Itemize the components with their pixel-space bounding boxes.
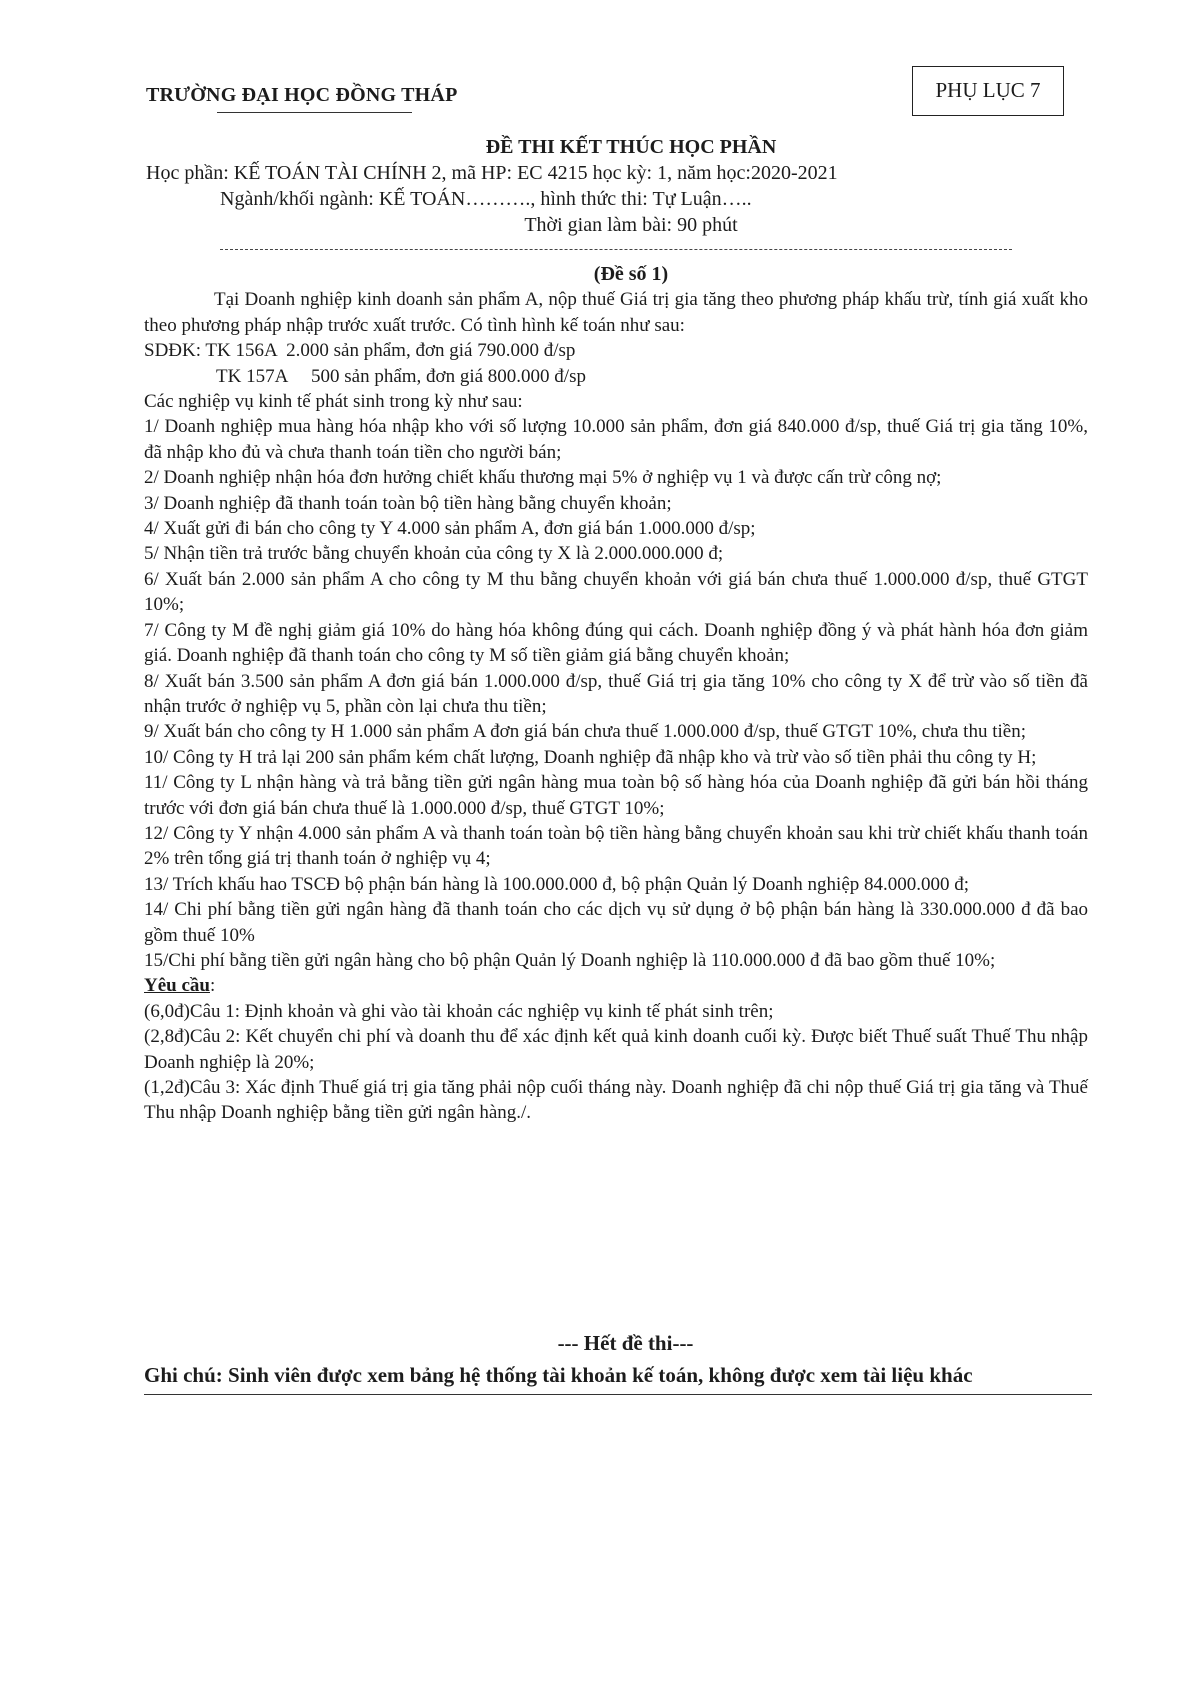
transaction-item: 10/ Công ty H trả lại 200 sản phẩm kém chất lượng, Doanh nghiệp đã nhập kho và trừ vào số tiền phải thu công ty H; [144,746,1037,768]
transaction-item: 4/ Xuất gửi đi bán cho công ty Y 4.000 sản phẩm A, đơn giá bán 1.000.000 đ/sp; [144,518,756,540]
requirements-label: Yêu cầu [144,975,210,997]
requirement-item: (6,0đ)Câu 1: Định khoản và ghi vào tài khoản các nghiệp vụ kinh tế phát sinh trên; [144,1000,774,1022]
transaction-item: 12/ Công ty Y nhận 4.000 sản phẩm A và thanh toán toàn bộ tiền hàng bằng chuyển khoản sau khi trừ chiết khấu thanh toán 2% trên tổng giá trị thanh toán ở nghiệp vụ 4; [144,822,1088,870]
end-of-exam: --- Hết đề thi--- [557,1331,694,1355]
transaction-item: 3/ Doanh nghiệp đã thanh toán toàn bộ tiền hàng bằng chuyển khoản; [144,492,672,514]
transaction-item: 13/ Trích khấu hao TSCĐ bộ phận bán hàng là 100.000.000 đ, bộ phận Quản lý Doanh nghiệp 84.000.000 đ; [144,873,970,895]
school-name: TRƯỜNG ĐẠI HỌC ĐỒNG THÁP [146,84,458,106]
transaction-item: 2/ Doanh nghiệp nhận hóa đơn hưởng chiết khấu thương mại 5% ở nghiệp vụ 1 và được cấn trừ công nợ; [144,467,942,489]
transaction-item: 5/ Nhận tiền trả trước bằng chuyển khoản của công ty X là 2.000.000.000 đ; [144,543,724,565]
footer-note: Ghi chú: Sinh viên được xem bảng hệ thống tài khoản kế toán, không được xem tài liệu khác [144,1360,1092,1395]
requirements-colon: : [209,975,216,997]
opening-balance-156: SDĐK: TK 156A 2.000 sản phẩm, đơn giá 790.000 đ/sp [144,340,576,362]
school-underline [217,112,412,113]
course-line: Học phần: KẾ TOÁN TÀI CHÍNH 2, mã HP: EC 4215 học kỳ: 1, năm học:2020-2021 [146,162,838,184]
transactions-heading: Các nghiệp vụ kinh tế phát sinh trong kỳ như sau: [144,391,523,413]
transaction-item: 1/ Doanh nghiệp mua hàng hóa nhập kho với số lượng 10.000 sản phẩm, đơn giá 840.000 đ/sp, thuế Giá trị gia tăng 10%, đã nhập kho đủ và chưa thanh toán tiền cho người bán; [144,416,1088,463]
exam-intro: Tại Doanh nghiệp kinh doanh sản phẩm A, nộp thuế Giá trị gia tăng theo phương pháp khấu trừ, tính giá xuất kho theo phương pháp nhập trước xuất trước. Có tình hình kế toán như sau: [144,289,1088,336]
opening-balance-157: TK 157A 500 sản phẩm, đơn giá 800.000 đ/sp [216,365,586,387]
exam-number: (Đề số 1) [593,263,669,285]
duration-line: Thời gian làm bài: 90 phút [524,214,738,236]
exam-header [146,134,1086,238]
dashed-divider [220,249,1012,250]
transaction-item: 11/ Công ty L nhận hàng và trả bằng tiền gửi ngân hàng mua toàn bộ số hàng hóa của Doanh nghiệp đã gửi bán hồi tháng trước với đơn giá bán chưa thuế là 1.000.000 đ/sp, thuế GTGT 10%; [144,772,1088,819]
transaction-item: 6/ Xuất bán 2.000 sản phẩm A cho công ty M thu bằng chuyển khoản với giá bán chưa thuế 1.000.000 đ/sp, thuế GTGT 10%; [144,568,1088,616]
transaction-item: 15/Chi phí bằng tiền gửi ngân hàng cho bộ phận Quản lý Doanh nghiệp là 110.000.000 đ đã bao gồm thuế 10%; [144,949,996,971]
requirement-item: (2,8đ)Câu 2: Kết chuyển chi phí và doanh thu để xác định kết quả kinh doanh cuối kỳ. Được biết Thuế suất Thuế Thu nhập Doanh nghiệp là 20%; [144,1026,1088,1073]
requirements-heading [144,973,1088,998]
transaction-item: 14/ Chi phí bằng tiền gửi ngân hàng đã thanh toán cho các dịch vụ sử dụng ở bộ phận bán hàng là 330.000.000 đ đã bao gồm thuế 10% [144,899,1088,946]
transaction-item: 7/ Công ty M đề nghị giảm giá 10% do hàng hóa không đúng qui cách. Doanh nghiệp đồng ý và phát hành hóa đơn giảm giá. Doanh nghiệp đã thanh toán cho công ty M số tiền giảm giá bằng chuyển khoản; [144,619,1088,667]
exam-body [144,262,1088,1126]
appendix-box: PHỤ LỤC 7 [912,66,1064,116]
transaction-item: 9/ Xuất bán cho công ty H 1.000 sản phẩm A đơn giá bán chưa thuế 1.000.000 đ/sp, thuế GTGT 10%, chưa thu tiền; [144,721,1026,743]
exam-title: ĐỀ THI KẾT THÚC HỌC PHẦN [485,136,777,158]
major-line: Ngành/khối ngành: KẾ TOÁN………., hình thức thi: Tự Luận….. [220,188,752,210]
transaction-item: 8/ Xuất bán 3.500 sản phẩm A đơn giá bán 1.000.000 đ/sp, thuế Giá trị gia tăng 10% cho công ty X để trừ vào số tiền đã nhận trước ở nghiệp vụ 5, phần còn lại chưa thu tiền; [144,670,1088,717]
requirement-item: (1,2đ)Câu 3: Xác định Thuế giá trị gia tăng phải nộp cuối tháng này. Doanh nghiệp đã chi nộp thuế Giá trị gia tăng và Thuế Thu nhập Doanh nghiệp bằng tiền gửi ngân hàng./. [144,1077,1088,1124]
